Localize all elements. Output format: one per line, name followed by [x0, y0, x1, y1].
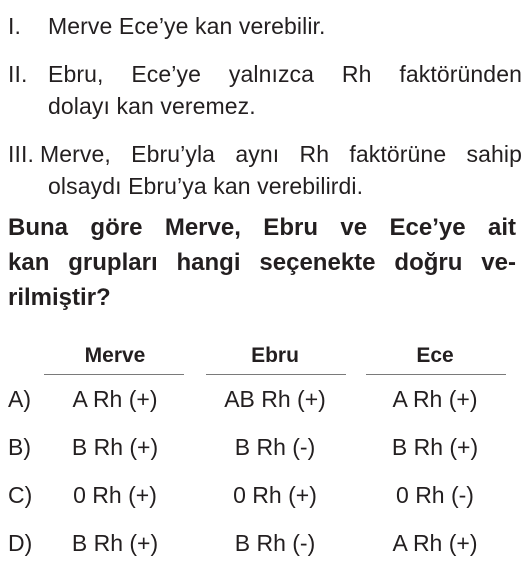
option-d-merve: B Rh (+) [71, 530, 159, 556]
option-a-merve: A Rh (+) [72, 386, 158, 412]
option-a-ebru: AB Rh (+) [224, 386, 326, 412]
header-rule-ece [366, 374, 506, 375]
statement-2-line-2: dolayı kan veremez. [48, 93, 256, 119]
question-line-1: Buna göre Merve, Ebru ve Ece’ye ait [8, 214, 516, 241]
statement-3-number: III. [8, 141, 34, 167]
option-b[interactable] [0, 434, 523, 474]
question-line-2: kan grupları hangi seçenekte doğru ve- [8, 249, 516, 276]
option-a-letter: A) [8, 386, 31, 412]
header-ebru: Ebru [251, 344, 299, 367]
option-a[interactable] [0, 386, 523, 426]
statement-3-body [40, 138, 522, 202]
header-rule-ebru [206, 374, 346, 375]
statement-1-number: I. [8, 13, 21, 39]
header-rule-merve [44, 374, 184, 375]
option-d-ece: A Rh (+) [392, 530, 478, 556]
option-a-ece: A Rh (+) [392, 386, 478, 412]
question-line-3: rilmiştir? [8, 284, 111, 311]
option-b-merve: B Rh (+) [71, 434, 159, 460]
option-c-letter: C) [8, 482, 33, 508]
option-b-ece: B Rh (+) [391, 434, 479, 460]
statement-3-line-1: Merve, Ebru’yla aynı Rh faktörüne sahip [40, 141, 522, 167]
option-d[interactable] [0, 530, 523, 570]
header-ece: Ece [416, 344, 454, 367]
statement-3-line-2: olsaydı Ebru’ya kan verebilirdi. [48, 173, 364, 199]
header-merve: Merve [84, 344, 146, 367]
option-c-merve: 0 Rh (+) [73, 482, 157, 508]
option-c[interactable] [0, 482, 523, 522]
option-c-ece: 0 Rh (-) [396, 482, 474, 508]
statement-2-body [48, 58, 522, 122]
option-c-ebru: 0 Rh (+) [233, 482, 317, 508]
option-b-letter: B) [8, 434, 31, 460]
option-d-letter: D) [8, 530, 33, 556]
question-stem [8, 210, 516, 315]
statement-1-text: Merve Ece’ye kan verebilir. [48, 13, 326, 39]
option-d-ebru: B Rh (-) [234, 530, 316, 556]
statement-2-number: II. [8, 61, 28, 87]
statement-2-line-1: Ebru, Ece’ye yalnızca Rh faktöründen [48, 61, 522, 87]
option-b-ebru: B Rh (-) [234, 434, 316, 460]
